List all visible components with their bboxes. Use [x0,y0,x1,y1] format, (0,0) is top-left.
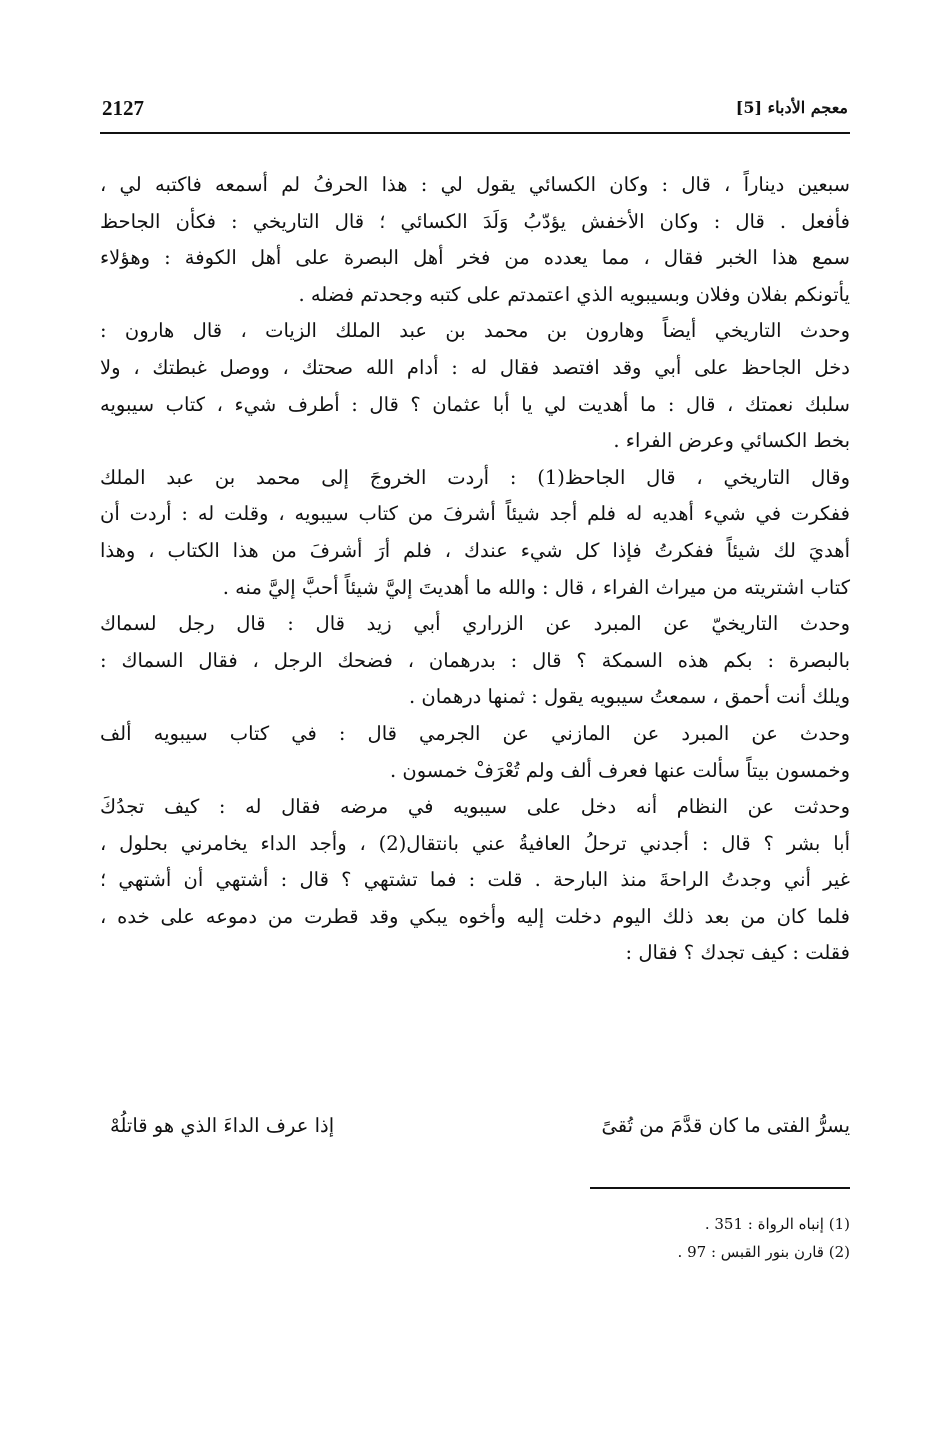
text-line: فقلت : كيف تجدك ؟ فقال : [625,941,850,965]
text-line: أهديَ لك شيئاً ففكرتُ فإذا كل شيء عندك ، فلم أرَ أشرفَ من هذا الكتاب ، وهذا [100,538,850,562]
text-line: فلما كان من بعد ذلك اليوم دخلت إليه وأخوه يبكي وقد قطرت من دموعه على خده ، [100,904,850,928]
text-line: بالبصرة : بكم هذه السمكة ؟ قال : بدرهمان ، فضحك الرجل ، فقال السماك : [100,648,850,672]
poetry-verse [100,1110,850,1150]
running-title: معجم الأدباء [5] [735,98,848,117]
text-line: يأتونكم بفلان وفلان وبسيبويه الذي اعتمدتم على كتبه وجحدتم فضله . [298,282,850,306]
footnote: (2) قارن بنور القبس : 97 . [677,1243,850,1261]
text-line: فأفعل . قال : وكان الأخفش يؤدّبُ وَلَدَ الكسائي ؛ قال التاريخي : فكأن الجاحظ [100,209,850,233]
text-line: غير أني وجدتُ الراحةَ منذ البارحة . قلت : فما تشتهي ؟ قال : أشتهي أن أشتهي ؛ [100,868,850,892]
verse-first-hemistich: يسرُّ الفتى ما كان قدَّمَ من تُقىً [601,1114,850,1137]
text-line: سبعين ديناراً ، قال : وكان الكسائي يقول لي : هذا الحرفُ لم أسمعه فاكتبه لي ، [100,173,850,196]
verse-second-hemistich: إذا عرف الداءَ الذي هو قاتلُهْ [110,1114,335,1137]
text-line: وحدث التاريخي أيضاً وهارون بن محمد بن عبد الملك الزيات ، قال هارون : [100,319,850,343]
paragraph [100,313,850,459]
page-number: 2127 [102,96,144,120]
text-line: ويلك أنت أحمق ، سمعتُ سيبويه يقول : ثمنها درهمان . [409,685,850,709]
text-line: وحدث التاريخيّ عن المبرد عن الزراري أبي زيد قال : قال رجل لسماك [100,612,850,636]
text-line: دخل الجاحظ على أبي وقد افتصد فقال له : أدام الله صحتك ، ووصل غبطتك ، ولا [100,355,850,379]
page-header [100,92,850,134]
text-line: وحدث عن المبرد عن المازني عن الجرمي قال : في كتاب سيبويه ألف [100,721,850,745]
footnote-separator [590,1187,850,1189]
text-line: وحدثت عن النظام أنه دخل على سيبويه في مرضه فقال له : كيف تجدُكَ [100,795,850,819]
text-line: سلبك نعمتك ، قال : ما أهديت لي يا أبا عثمان ؟ قال : أطرف شيء ، كتاب سيبويه [100,392,850,416]
paragraph [100,716,850,789]
footnote: (1) إنباه الرواة : 351 . [704,1215,850,1233]
paragraph [100,606,850,716]
footnotes [450,1210,850,1266]
text-line: وخمسون بيتاً سألت عنها فعرف ألف ولم تُعْرَفْ خمسون . [390,758,850,782]
paragraph [100,789,850,972]
text-line: ففكرت في شيء أهديه له فلم أجد شيئاً أشرفَ من كتاب سيبويه ، وقلت له : أردت أن [100,502,850,526]
text-line: وقال التاريخي ، قال الجاحظ(1) : أردت الخروجَ إلى محمد بن عبد الملك [100,465,850,489]
text-line: سمع هذا الخبر فقال ، مما يعدده من فخر أهل البصرة على أهل الكوفة : وهؤلاء [100,246,850,270]
main-text [100,167,850,972]
paragraph [100,460,850,606]
text-line: بخط الكسائي وعرض الفراء . [613,429,850,453]
text-line: أبا بشر ؟ قال : أجدني ترحلُ العافيةُ عني بانتقال(2) ، وأجد الداء يخامرني بحلول ، [100,831,851,855]
paragraph [100,167,850,313]
text-line: كتاب اشتريته من ميراث الفراء ، قال : والله ما أهديتَ إليَّ شيئاً أحبَّ إليَّ منه . [222,575,850,599]
